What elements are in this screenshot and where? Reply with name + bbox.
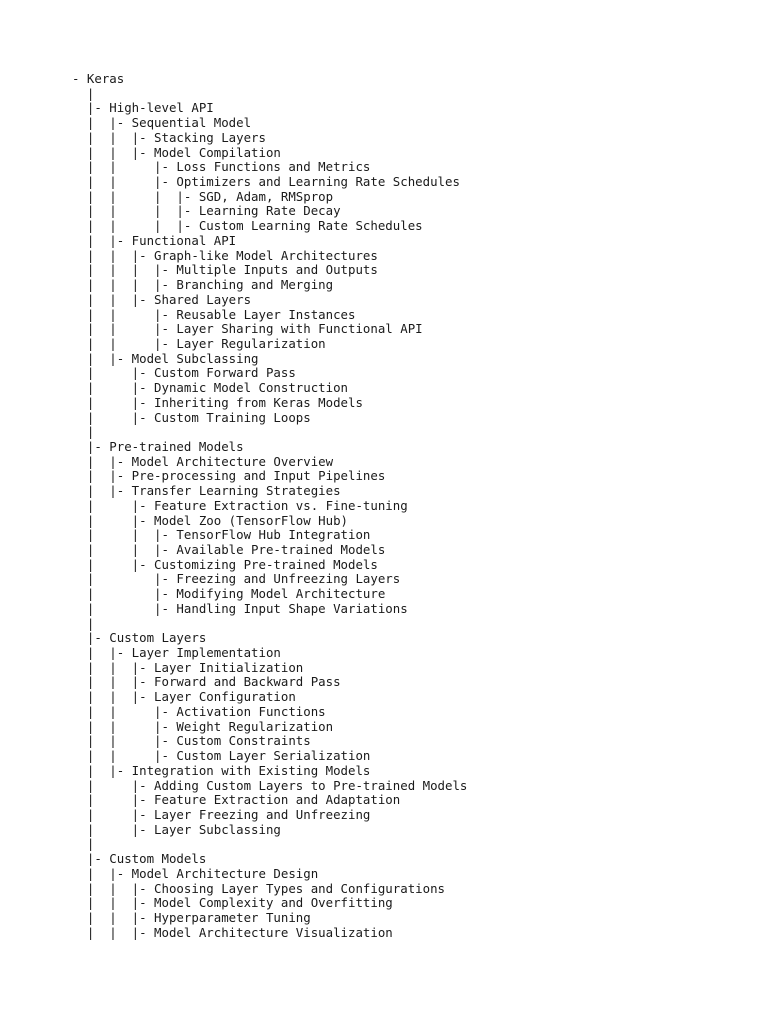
outline-line: | |- Layer Freezing and Unfreezing [72,806,371,822]
outline-line: | |- Model Architecture Design [72,865,319,881]
outline-line: | |- Customizing Pre-trained Models [72,556,378,572]
outline-line: | | |- Reusable Layer Instances [72,306,356,322]
outline-line: | | |- Available Pre-trained Models [72,542,386,557]
outline-line: | |- Pre-processing and Input Pipelines [72,468,386,484]
outline-line: | |- Freezing and Unfreezing Layers [72,571,401,587]
outline-line: | | | |- Multiple Inputs and Outputs [72,262,378,278]
outline-line: | |- Adding Custom Layers to Pre-trained Models [72,777,468,793]
outline-line: | | |- Loss Functions and Metrics [72,159,371,175]
outline-line: |- Pre-trained Models [72,438,244,454]
outline-line: | |- Integration with Existing Models [72,762,371,778]
outline-line: | | | |- Branching and Merging [72,277,334,293]
outline-line: | | | |- Custom Learning Rate Schedules [72,218,423,234]
outline-line: | |- Sequential Model [72,115,252,131]
outline-line: | |- Custom Training Loops [72,409,311,425]
outline-line: | | |- Weight Regularization [72,718,334,734]
outline-line: | |- Transfer Learning Strategies [72,483,341,499]
outline-line: | | |- Model Complexity and Overfitting [72,895,393,911]
outline-line: | | |- Hyperparameter Tuning [72,909,311,925]
outline-line: | |- Layer Implementation [72,645,281,661]
outline-line: | |- Functional API [72,232,237,248]
outline-line: | | |- Shared Layers [72,291,252,307]
outline-line: | |- Model Architecture Overview [72,453,334,469]
outline-line: | | | |- Learning Rate Decay [72,203,341,219]
outline-line: | | |- TensorFlow Hub Integration [72,527,371,543]
outline-line: | |- Feature Extraction vs. Fine-tuning [72,497,408,513]
outline-line: | | | |- SGD, Adam, RMSprop [72,188,334,204]
outline-line: | [72,615,95,631]
outline-line: |- High-level API [72,100,214,116]
outline-line: | |- Model Zoo (TensorFlow Hub) [72,512,349,528]
outline-line: |- Custom Models [72,851,207,867]
outline-line: | |- Custom Forward Pass [72,365,296,381]
outline-line: | | |- Stacking Layers [72,129,266,145]
outline-line: | | |- Custom Constraints [72,733,311,749]
outline-line: | | |- Custom Layer Serialization [72,748,371,764]
outline-line: | | |- Forward and Backward Pass [72,674,341,690]
keras-outline-tree [72,72,752,940]
outline-line: | | |- Optimizers and Learning Rate Schedules [72,174,460,190]
outline-line: | [72,85,95,101]
outline-line: | | |- Model Architecture Visualization [72,924,393,940]
outline-line: | |- Layer Subclassing [72,821,281,837]
outline-line: | |- Model Subclassing [72,350,259,366]
outline-line: | | |- Model Compilation [72,144,281,160]
outline-line: | | |- Layer Sharing with Functional API [72,321,423,337]
outline-line: | |- Feature Extraction and Adaptation [72,792,401,808]
outline-line: | [72,424,95,440]
outline-line: | | |- Activation Functions [72,703,326,719]
outline-line: - Keras [72,71,125,86]
outline-line: | |- Modifying Model Architecture [72,586,386,602]
outline-line: | | |- Graph-like Model Architectures [72,247,378,263]
outline-line: | [72,836,95,852]
outline-line: | |- Inheriting from Keras Models [72,394,363,410]
outline-line: | | |- Layer Configuration [72,689,296,705]
outline-line: | | |- Layer Initialization [72,659,304,675]
outline-line: | |- Handling Input Shape Variations [72,600,408,616]
outline-line: | | |- Layer Regularization [72,335,326,351]
outline-line: | | |- Choosing Layer Types and Configurations [72,880,445,896]
outline-line: | |- Dynamic Model Construction [72,380,349,396]
outline-line: |- Custom Layers [72,630,207,646]
